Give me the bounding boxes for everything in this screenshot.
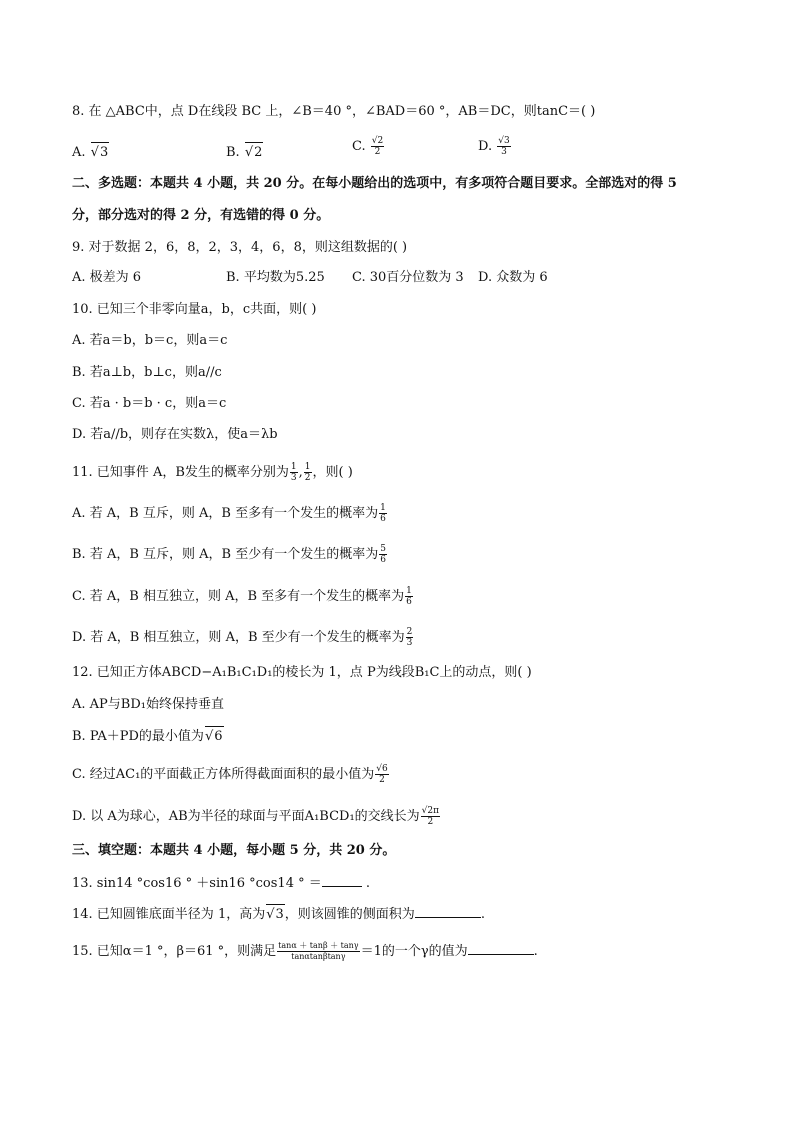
q9-option-d: D. 众数为 6 xyxy=(478,270,548,285)
q9-stem: 9. 对于数据 2，6，8，2，3，4，6，8，则这组数据的( ) xyxy=(72,240,408,255)
q12-option-c: C. 经过AC₁的平面截正方体所得截面面积的最小值为 $\frac{√6}{2}$ xyxy=(72,764,388,785)
q11-option-c: C. 若 A，B 相互独立，则 A，B 至多有一个发生的概率为 $\frac{1}{6}$ xyxy=(72,586,412,607)
q8-option-c: C. $\frac{√2}{2}$ xyxy=(352,136,384,157)
q11-option-a: A. 若 A，B 互斥，则 A，B 至多有一个发生的概率为 $\frac{1}{6}$ xyxy=(72,503,386,524)
q8-option-a: A. √ 3 xyxy=(72,142,109,163)
q8-option-d: D. $\frac{√3}{3}$ xyxy=(478,136,510,157)
q10-option-b: B. 若a⊥b，b⊥c，则a//c xyxy=(72,365,222,380)
q15-line: 15. 已知α＝1 °，β＝61 °，则满足 $\frac{\tan\alpha + \tan\beta + \tan\gamma}{\tan\alpha\tan\beta\tan\gamma}$ ＝1的一个γ的值为 . xyxy=(72,941,538,961)
q14-line: 14. 已知圆锥底面半径为 1，高为√ 3，则该圆锥的侧面积为 . xyxy=(72,903,485,925)
q13-line: 13. sin14 °cos16 ° ＋sin16 °cos14 ° ＝ . xyxy=(72,872,370,894)
q12-option-a: A. AP与BD₁始终保持垂直 xyxy=(72,697,224,712)
q11-option-d: D. 若 A，B 相互独立，则 A，B 至少有一个发生的概率为 $\frac{2}{3}$ xyxy=(72,627,413,648)
q9-option-a: A. 极差为 6 xyxy=(72,270,142,285)
section2-heading-line1: 二、多选题：本题共 4 小题，共 20 分。在每小题给出的选项中，有多项符合题目要求。全部选对的得 5 xyxy=(72,176,677,191)
q12-option-b: B. PA＋PD的最小值为√ 6 xyxy=(72,726,224,747)
section2-heading-line2: 分，部分选对的得 2 分，有选错的得 0 分。 xyxy=(72,208,330,223)
q11-stem: 11. 已知事件 A，B发生的概率分别为 $\frac{1}{3}$ , $\frac{1}{2}$ ，则( ) xyxy=(72,462,353,483)
q12-option-d: D. 以 A为球心，AB为半径的球面与平面A₁BCD₁的交线长为 $\frac{√2\pi}{2}$ xyxy=(72,806,440,827)
q8-option-b: B. √ 2 xyxy=(226,142,263,163)
q9-option-b: B. 平均数为5.25 xyxy=(226,270,325,285)
section3-heading: 三、填空题：本题共 4 小题，每小题 5 分，共 20 分。 xyxy=(72,843,396,858)
q10-option-a: A. 若a＝b，b＝c，则a＝c xyxy=(72,333,228,348)
q9-option-c: C. 30百分位数为 3 xyxy=(352,270,464,285)
q12-stem: 12. 已知正方体ABCD−A₁B₁C₁D₁的棱长为 1，点 P为线段B₁C上的动点，则( ) xyxy=(72,665,532,680)
q10-option-c: C. 若a · b＝b · c，则a＝c xyxy=(72,396,227,411)
q8-stem: 8. 在 △ABC中，点 D在线段 BC 上，∠B＝40 °，∠BAD＝60 °，AB＝DC，则tanC＝( ) xyxy=(72,104,596,119)
q10-option-d: D. 若a//b，则存在实数λ，使a＝λb xyxy=(72,427,278,442)
q10-stem: 10. 已知三个非零向量a，b，c共面，则( ) xyxy=(72,302,317,317)
q11-option-b: B. 若 A，B 互斥，则 A，B 至少有一个发生的概率为 $\frac{5}{6}$ xyxy=(72,544,386,565)
